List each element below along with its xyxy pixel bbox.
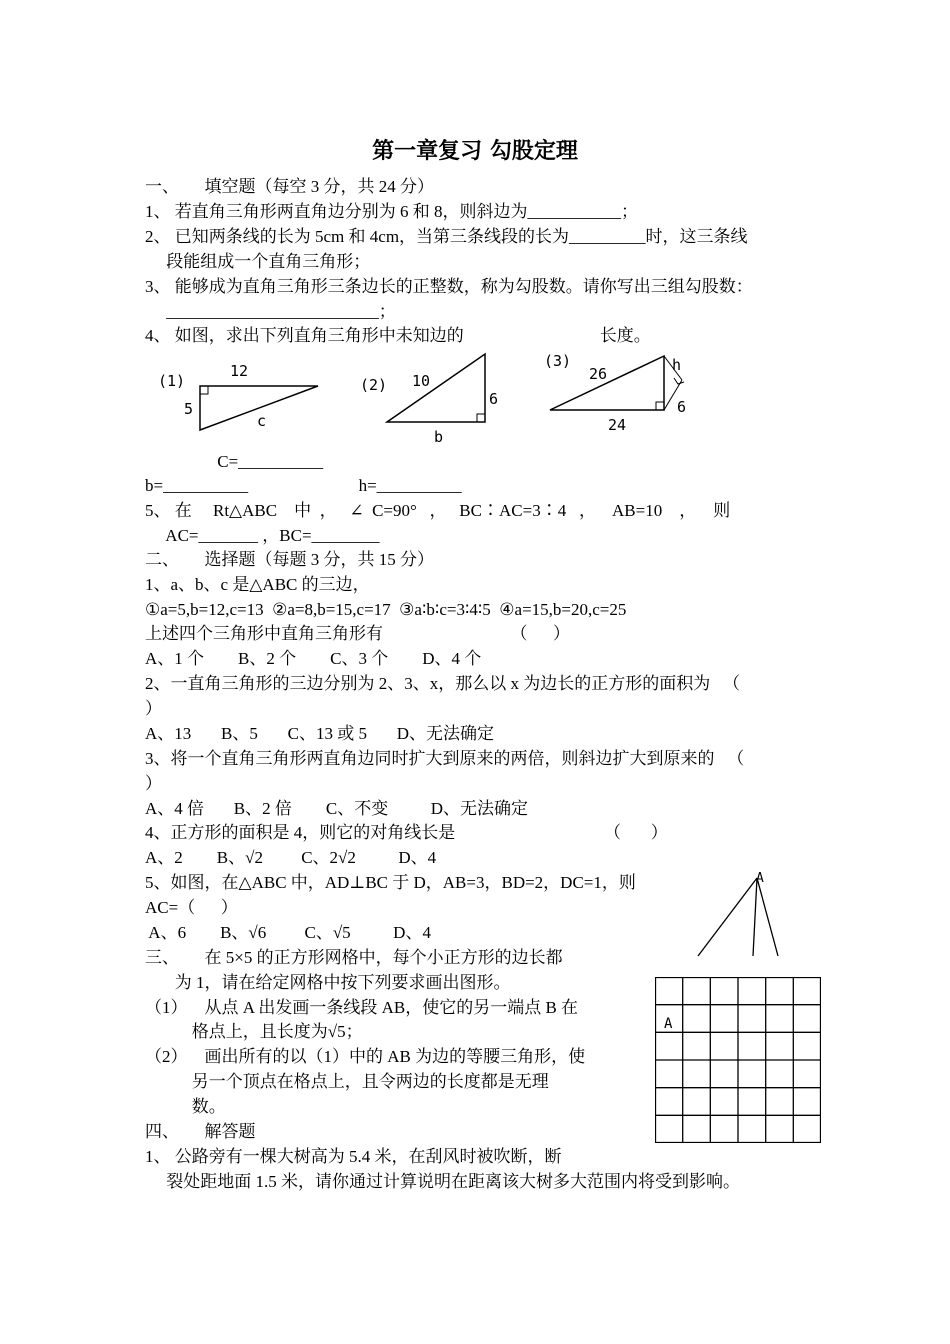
q2-3-line2: ） [145,774,162,793]
q2-2-line1: 2、一直角三角形的三边分别为 2、3、x，那么以 x 为边长的正方形的面积为 （ [145,674,740,693]
q2-3-choices: A、4 倍 B、2 倍 C、不变 D、无法确定 [145,799,528,818]
t3-number: (3) [544,352,572,370]
q3-2-line2: 另一个顶点在格点上，且令两边的长度都是无理 [145,1072,549,1091]
t3-right-angle [656,402,664,410]
q1-5-line1: 5、 在 Rt△ABC 中 ， ∠ C=90° ， BC∶AC=3∶4 ， AB=10 ， 则 [145,501,731,520]
t3-side-label: 6 [677,398,687,416]
t1-top-label: 12 [230,362,249,380]
section-3-heading: 三、 在 5×5 的正方形网格中，每个小正方形的边长都 [145,948,563,967]
t1-left-label: 5 [184,400,194,418]
square-grid [655,977,821,1143]
q2-5-choices: A、6 B、√6 C、√5 D、4 [145,923,431,942]
q3-2-line3: 数。 [145,1097,226,1116]
abc-altitude-figure [690,868,780,960]
triangle-2 [387,354,485,422]
t1-right-angle [200,386,208,394]
q3-2-line1: （2） 画出所有的以（1）中的 AB 为边的等腰三角形，使 [145,1047,586,1066]
t2-number: (2) [360,376,388,394]
q2-5-line2: AC=（ ） [145,898,238,917]
t1-number: (1) [158,372,186,390]
q2-1-line3: 上述四个三角形中直角三角形有 （ ） [145,624,570,643]
side-ab [698,878,757,956]
t3-bottom-label: 24 [608,416,627,434]
t3-h-label: h [672,356,682,374]
t2-bottom-label: b [434,428,444,446]
page-title: 第一章复习 勾股定理 [372,139,578,164]
section-3-line2: 为 1，请在给定网格中按下列要求画出图形。 [145,973,511,992]
q1-3-line2: _________________________； [145,302,396,321]
side-ac [757,878,778,956]
q2-5-line1: 5、如图，在△ABC 中，AD⊥BC 于 D，AB=3，BD=2，DC=1，则 [145,873,636,892]
q1-4-answer-bh: b=__________ h=__________ [145,476,462,495]
section-4-heading: 四、 解答题 [145,1122,256,1141]
q2-4-choices: A、2 B、√2 C、2√2 D、4 [145,848,437,867]
q1-1: 1、 若直角三角形两直角边分别为 6 和 8，则斜边为___________； [145,202,638,221]
t2-right-label: 6 [489,390,499,408]
q3-1-line2: 格点上，且长度为√5； [145,1022,363,1041]
triangle-figures [150,348,710,448]
q2-2-choices: A、13 B、5 C、13 或 5 D、无法确定 [145,724,494,743]
q4-1-line2: 裂处距地面 1.5 米，请你通过计算说明在距离该大树多大范围内将受到影响。 [145,1172,740,1191]
altitude-ad [753,878,757,956]
q2-1-line1: 1、a、b、c 是△ABC 的三边， [145,575,370,594]
q1-4: 4、 如图，求出下列直角三角形中未知边的 长度。 [145,326,651,345]
q2-1-options: ①a=5,b=12,c=13 ②a=8,b=15,c=17 ③a∶b∶c=3∶4∶5 ④a=15,b=20,c=25 [145,600,627,619]
q2-1-choices: A、1 个 B、2 个 C、3 个 D、4 个 [145,649,482,668]
q1-3-line1: 3、 能够成为直角三角形三条边长的正整数，称为勾股数。请你写出三组勾股数： [145,277,753,296]
q2-4-line1: 4、正方形的面积是 4，则它的对角线长是 （ ） [145,823,668,842]
q4-1-line1: 1、 公路旁有一棵大树高为 5.4 米，在刮风时被吹断，断 [145,1147,562,1166]
q1-4-answer-c: C=__________ [145,452,324,471]
q2-3-line1: 3、将一个直角三角形两直角边同时扩大到原来的两倍，则斜边扩大到原来的 （ [145,749,745,768]
q1-2-line2: 段能组成一个直角三角形； [145,252,371,271]
q2-2-line2: ） [145,699,162,718]
section-1-heading: 一、 填空题（每空 3 分，共 24 分） [145,177,434,196]
t2-hyp-label: 10 [412,372,431,390]
q3-1-line1: （1） 从点 A 出发画一条线段 AB，使它的另一端点 B 在 [145,998,579,1017]
grid-point-a-label: A [664,1016,673,1032]
t3-altitude-right-angle [674,378,684,384]
q1-5-line2: AC=_______ ，BC=________ [145,526,380,545]
t2-right-angle [477,414,485,422]
t3-hyp-label: 26 [589,365,608,383]
apex-label-a: A [756,871,764,886]
q1-2-line1: 2、 已知两条线的长为 5cm 和 4cm，当第三条线段的长为_________时，这三条线 [145,227,748,246]
section-2-heading: 二、 选择题（每题 3 分，共 15 分） [145,550,434,569]
t1-hyp-label: c [257,412,267,430]
